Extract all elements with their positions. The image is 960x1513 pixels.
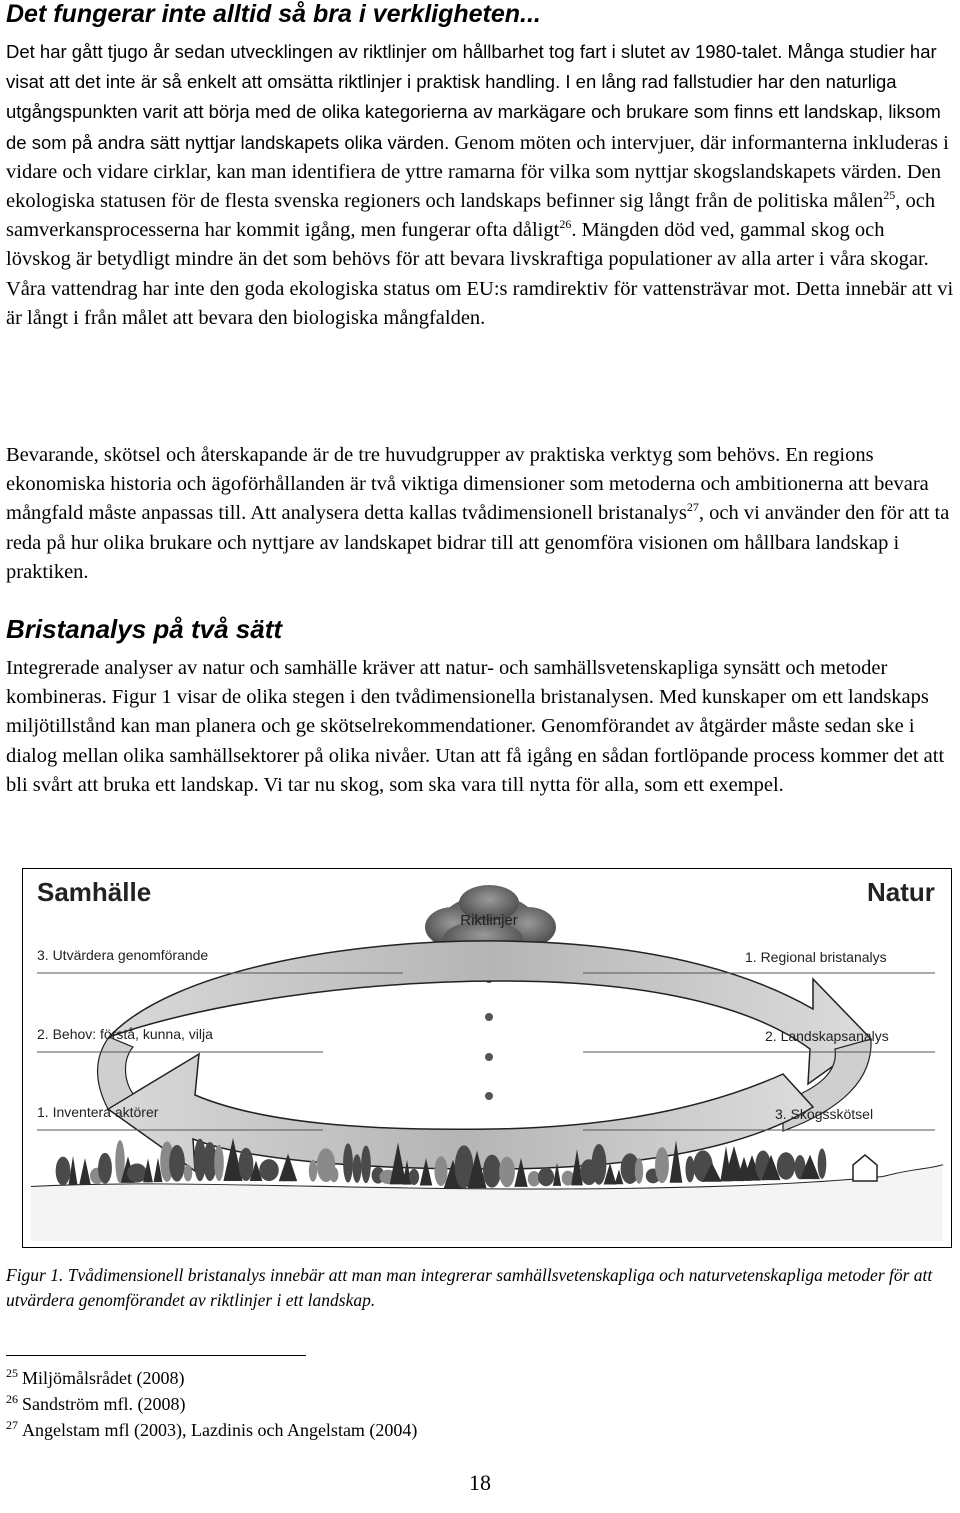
figure-right-title: Natur bbox=[867, 877, 935, 907]
tree-icon bbox=[309, 1160, 317, 1182]
footnote-number: 26 bbox=[6, 1392, 18, 1406]
footnote-number: 25 bbox=[6, 1366, 18, 1380]
figure-caption: Figur 1. Tvådimensionell bristanalys innebär att man man integrerar samhällsvetenskapliga och naturvetenskapliga metoder för att utvärdera genomförandet av riktlinjer i ett landskap. bbox=[6, 1265, 933, 1310]
paragraph-2-text: Bevarande, skötsel och återskapande är de tre huvudgrupper av praktiska verktyg som behövs. En regions ekonomiska historia och ägoförhållanden är två viktiga dimensioner som metoderna och ambitionerna att bevara mångfald måste anpassas till. Att analysera detta kallas tvådimensionell bristanalys bbox=[6, 444, 929, 525]
paragraph-1 bbox=[6, 37, 954, 333]
footnote-text: Sandström mfl. (2008) bbox=[22, 1394, 186, 1414]
tree-icon bbox=[635, 1158, 643, 1184]
footnote-number: 27 bbox=[6, 1418, 18, 1432]
paragraph-1-sans-intro: Det har gått tjugo år sedan utvecklingen av riktlinjer om hållbarhet tog fart i slutet av 1980-talet. Många studier har visat att det inte är så enkelt att omsätta riktlinjer i praktisk handling. bbox=[6, 41, 937, 93]
left-step-1: 1. Inventera aktörer bbox=[37, 1104, 159, 1120]
right-step-3: 3. Skogsskötsel bbox=[775, 1106, 874, 1122]
paragraph-1-text: , och samverkansprocesserna har kommit igång, men fungerar ofta dåligt bbox=[6, 190, 936, 242]
tree-icon bbox=[169, 1145, 185, 1182]
figure-left-title: Samhälle bbox=[37, 877, 152, 907]
footnote bbox=[6, 1367, 184, 1389]
paragraph-1-sans-case-studies: I en lång rad fallstudier har den naturliga utgångspunkten varit att börja med de olika kategorierna av markägare och brukare som finns ett landskap, liksom de som på andra sätt nyttjar landskapets olika värden. bbox=[6, 71, 941, 153]
tree-icon bbox=[592, 1144, 607, 1185]
footnote-text: Angelstam mfl (2003), Lazdinis och Angelstam (2004) bbox=[22, 1420, 418, 1440]
tree-icon bbox=[98, 1153, 112, 1184]
paragraph-3: Integrerade analyser av natur och samhälle kräver att natur- och samhällsvetenskapliga synsätt och metoder kombineras. Figur 1 visar de olika stegen i den tvådimensionella bristanalysen. Med kunskaper om ett landskaps miljötillstånd kan man planera och ge skötselrekommendationer. Genomförandet av åtgärder måste sedan ske i dialog mellan olika samhällsektorer på olika nivåer. Utan att få igång en sådan fortlöpande process kommer det att bli svårt att bruka ett landskap. Vi tar nu skog, som ska vara till nytta för alla, som ett exempel. bbox=[6, 657, 945, 796]
tree-icon bbox=[343, 1143, 353, 1182]
footnote-rule bbox=[6, 1355, 306, 1356]
house-icon bbox=[853, 1155, 877, 1181]
tree-icon bbox=[330, 1167, 339, 1182]
tree-icon bbox=[434, 1156, 447, 1186]
footnote-ref[interactable]: 27 bbox=[686, 500, 699, 515]
tree-icon bbox=[353, 1154, 362, 1183]
paragraph-1-text: Den ekologiska statusen för de flesta svenska regioners och landskaps befinner sig långt från de politiska målen bbox=[6, 160, 942, 213]
paragraph-1-text: Genom möten och intervjuer, där informanterna inkluderas i vidare och vidare cirklar, kan man identifiera de yttre ramarna för vilka som nyttjar skogslandskapets värden. bbox=[6, 131, 949, 183]
footnote bbox=[6, 1419, 417, 1441]
dots-decoration bbox=[485, 975, 493, 1100]
tree-icon bbox=[538, 1168, 554, 1187]
tree-icon bbox=[409, 1169, 419, 1185]
tree-icon bbox=[239, 1148, 254, 1181]
section-heading: Det fungerar inte alltid så bra i verkligheten... bbox=[6, 0, 541, 28]
cloud-label: Riktlinjer bbox=[460, 912, 518, 929]
page-number: 18 bbox=[469, 1470, 491, 1495]
right-step-1: 1. Regional bristanalys bbox=[745, 949, 887, 965]
tree-icon bbox=[259, 1159, 278, 1181]
tree-icon bbox=[79, 1158, 90, 1184]
right-step-2: 2. Landskapsanalys bbox=[765, 1028, 889, 1044]
tree-icon bbox=[184, 1165, 193, 1182]
footnote-ref[interactable]: 25 bbox=[883, 188, 896, 203]
footnote-ref[interactable]: 26 bbox=[559, 217, 572, 232]
footnote-text: Miljömålsrådet (2008) bbox=[22, 1368, 185, 1388]
tree-icon bbox=[818, 1149, 827, 1179]
tree-icon bbox=[499, 1157, 515, 1188]
tree-icon bbox=[56, 1157, 71, 1186]
paragraph-2-text: , och vi använder den för att ta reda på hur olika brukare och nyttjare av landskapet bidrar till att genomföra visionen om hållbara landskap i praktiken. bbox=[6, 502, 950, 583]
tree-icon bbox=[483, 1155, 501, 1188]
tree-icon bbox=[777, 1152, 795, 1179]
paragraph-1-text: . Mängden död ved, gammal skog och lövskog är betydligt mindre än det som behövs för att bevara livskraftiga populationer av alla arter i våra skogar. Våra vattendrag har inte den goda ekologiska status om EU:s ramdirektiv för vattensträvar mot. Detta innebär att vi är långt i från målet att bevara den biologiska mångfalden. bbox=[6, 219, 954, 329]
subsection-heading: Bristanalys på två sätt bbox=[6, 614, 283, 644]
tree-icon bbox=[685, 1156, 694, 1182]
left-step-3: 3. Utvärdera genomförande bbox=[37, 947, 209, 963]
tree-icon bbox=[655, 1147, 669, 1183]
tree-icon bbox=[214, 1145, 224, 1181]
left-step-2: 2. Behov: förstå, kunna, vilja bbox=[37, 1026, 213, 1042]
footnote bbox=[6, 1393, 186, 1415]
tree-icon bbox=[361, 1145, 371, 1183]
paragraph-2 bbox=[6, 441, 954, 587]
figure-diagram bbox=[23, 869, 950, 1246]
figure-1 bbox=[22, 868, 952, 1248]
